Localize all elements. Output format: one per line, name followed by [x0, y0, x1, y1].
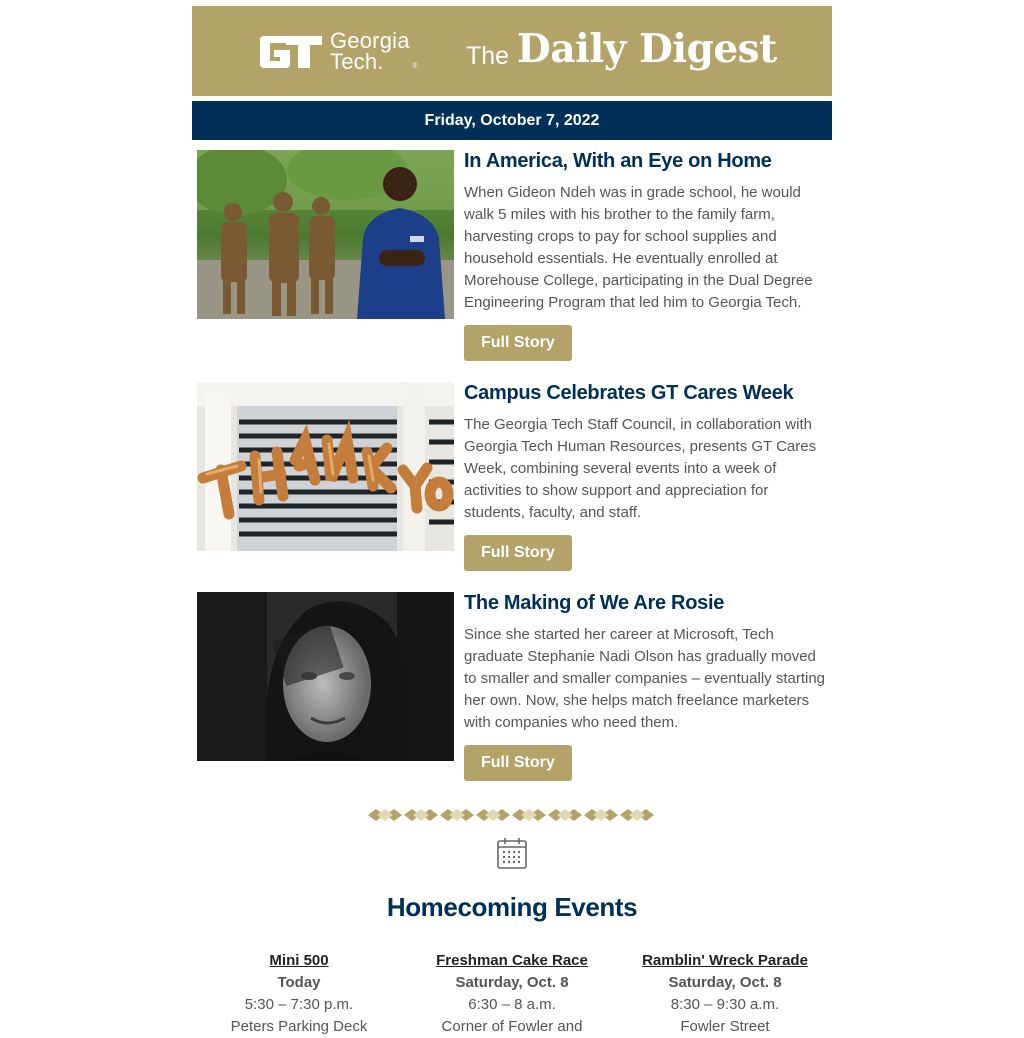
story-headline[interactable]: Campus Celebrates GT Cares Week	[464, 382, 794, 404]
event-location: Peters Parking Deck	[230, 1018, 368, 1035]
event-item	[618, 950, 832, 1038]
story-summary: Since she started her career at Microsoft, Tech graduate Stephanie Nadi Olson has gradually moved to smaller and smaller companies – eventually starting her own. Now, she helps match freelance marketers with companies who need them.	[464, 626, 826, 731]
issue-date: Friday, October 7, 2022	[192, 101, 832, 140]
event-item	[192, 950, 406, 1038]
event-location: Corner of Fowler and	[441, 1018, 583, 1035]
full-story-button[interactable]: Full Story	[464, 535, 572, 571]
calendar-icon	[496, 836, 528, 870]
event-day: Saturday, Oct. 8	[455, 974, 569, 991]
event-time: 6:30 – 8 a.m.	[468, 996, 556, 1013]
logo-line-georgia: Georgia	[330, 28, 410, 53]
newsletter-title: Daily Digest	[517, 26, 777, 72]
story-headline[interactable]: The Making of We Are Rosie	[464, 592, 725, 614]
story-headline[interactable]: In America, With an Eye on Home	[464, 150, 772, 172]
title-prefix: The	[466, 42, 510, 70]
event-location: Fowler Street	[680, 1018, 770, 1035]
logo-line-tech: Tech.	[330, 49, 384, 74]
georgia-tech-logo[interactable]	[258, 30, 418, 76]
story-image-gideon[interactable]	[197, 150, 454, 319]
event-item	[405, 950, 619, 1038]
story-image-stephanie-olson[interactable]	[197, 592, 454, 761]
events-heading: Homecoming Events	[386, 892, 638, 922]
full-story-button[interactable]: Full Story	[464, 325, 572, 361]
registered-mark: ®	[412, 63, 418, 70]
event-day: Today	[277, 974, 321, 991]
story-summary: The Georgia Tech Staff Council, in collaboration with Georgia Tech Human Resources, presents GT Cares Week, combining several events into a week of activities to show support and appreciation for students, faculty, and staff.	[464, 416, 817, 521]
georgia-tech-wordmark	[330, 28, 418, 74]
newsletter-header	[192, 6, 832, 96]
event-time: 5:30 – 7:30 p.m.	[244, 996, 354, 1013]
event-day: Saturday, Oct. 8	[668, 974, 782, 991]
full-story-button[interactable]: Full Story	[464, 745, 572, 781]
event-name-link[interactable]: Freshman Cake Race	[436, 952, 588, 969]
event-time: 8:30 – 9:30 a.m.	[670, 996, 780, 1013]
event-name-link[interactable]: Ramblin' Wreck Parade	[642, 952, 808, 969]
event-name-link[interactable]: Mini 500	[269, 952, 329, 969]
gt-logo-mark-icon	[258, 32, 324, 72]
story-image-thank-you-balloons[interactable]	[197, 382, 454, 551]
diamond-divider	[362, 806, 664, 824]
story-summary: When Gideon Ndeh was in grade school, he would walk 5 miles with his brother to the family farm, harvesting crops to pay for school supplies and household essentials. He eventually enrolled at Morehouse College, participating in the Dual Degree Engineering Program that led him to Georgia Tech.	[464, 184, 813, 311]
